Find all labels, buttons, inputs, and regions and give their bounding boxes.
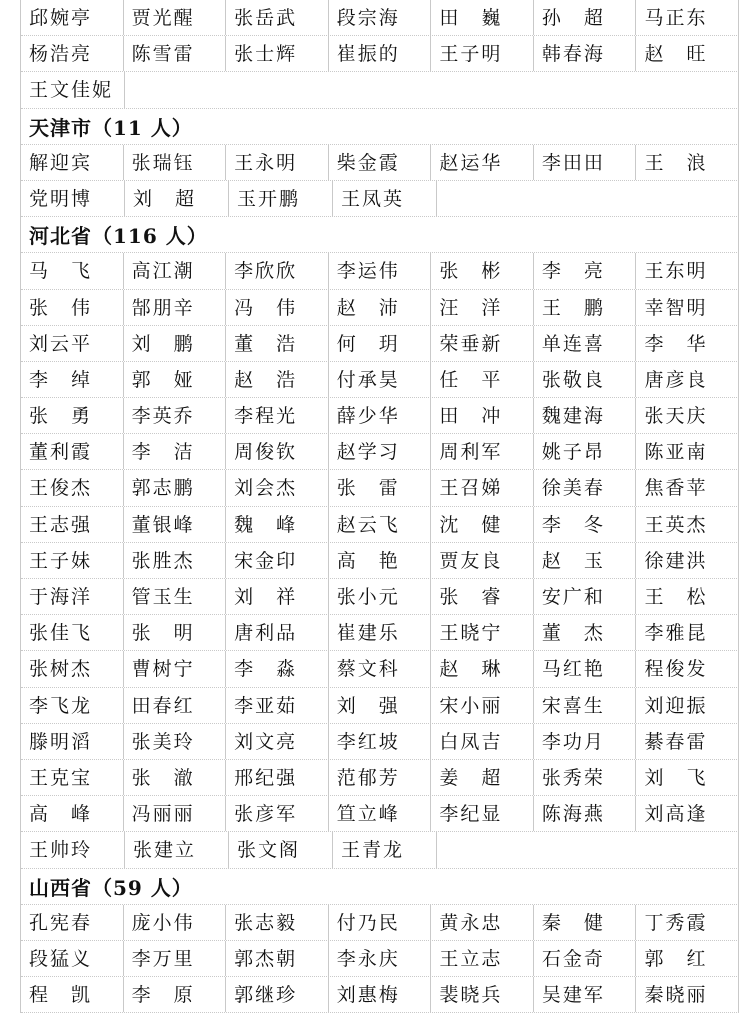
name-cell: 宋小丽: [431, 688, 534, 723]
name-cell: 李亚茹: [226, 688, 329, 723]
name-cell: 张 勇: [21, 398, 124, 433]
name-cell: 汪 洋: [431, 290, 534, 325]
name-cell: 綦春雷: [636, 724, 739, 759]
name-cell: 张 睿: [431, 579, 534, 614]
name-cell: 党明博: [21, 181, 125, 216]
name-cell: 贾光醒: [124, 0, 227, 35]
name-cell: 马 飞: [21, 253, 124, 288]
name-cell: 赵学习: [329, 434, 432, 469]
name-cell: 张树杰: [21, 651, 124, 686]
name-cell: 孔宪春: [21, 905, 124, 940]
name-cell: 杨浩亮: [21, 36, 124, 71]
name-row: [21, 434, 739, 470]
name-row: [21, 72, 739, 108]
name-row: [21, 615, 739, 651]
name-cell: 薛少华: [329, 398, 432, 433]
name-cell: 赵云飞: [329, 507, 432, 542]
name-cell: 裴晓兵: [431, 977, 534, 1012]
name-cell: 邱婉亭: [21, 0, 124, 35]
name-cell: 唐利品: [226, 615, 329, 650]
name-cell: 郭 红: [636, 941, 739, 976]
name-cell: 王 鹏: [534, 290, 637, 325]
name-cell: 冯 伟: [226, 290, 329, 325]
name-cell: 段猛义: [21, 941, 124, 976]
name-cell: 张 澈: [124, 760, 227, 795]
name-cell: 王晓宁: [431, 615, 534, 650]
name-cell: 幸智明: [636, 290, 739, 325]
name-cell: 刘文亮: [226, 724, 329, 759]
name-cell: 范郁芳: [329, 760, 432, 795]
name-row: [21, 326, 739, 362]
name-cell: 王凤英: [333, 181, 437, 216]
name-cell: 赵 旺: [636, 36, 739, 71]
name-cell: 黄永忠: [431, 905, 534, 940]
name-row: [21, 832, 739, 868]
name-cell: 魏 峰: [226, 507, 329, 542]
name-cell: 吴建军: [534, 977, 637, 1012]
name-cell: 张瑞钰: [124, 145, 227, 180]
name-cell: 任 平: [431, 362, 534, 397]
name-cell: 李程光: [226, 398, 329, 433]
name-cell: 张佳飞: [21, 615, 124, 650]
name-cell: 董 杰: [534, 615, 637, 650]
name-cell: 张 彬: [431, 253, 534, 288]
name-cell: 蔡文科: [329, 651, 432, 686]
name-cell: 程俊发: [636, 651, 739, 686]
name-cell: 刘 飞: [636, 760, 739, 795]
name-cell: 安广和: [534, 579, 637, 614]
name-row: [21, 398, 739, 434]
name-cell: 刘高逢: [636, 796, 739, 831]
name-cell: 徐美春: [534, 470, 637, 505]
name-cell: 宋喜生: [534, 688, 637, 723]
name-cell: 李功月: [534, 724, 637, 759]
name-cell: 张胜杰: [124, 543, 227, 578]
name-cell: 李 冬: [534, 507, 637, 542]
name-cell: 程 凯: [21, 977, 124, 1012]
name-row: [21, 0, 739, 36]
name-cell: 李 亮: [534, 253, 637, 288]
name-cell: 王克宝: [21, 760, 124, 795]
name-cell: 张志毅: [226, 905, 329, 940]
name-cell: 张文阁: [229, 832, 333, 867]
name-cell: 王立志: [431, 941, 534, 976]
name-cell: 石金奇: [534, 941, 637, 976]
name-cell: 王青龙: [333, 832, 437, 867]
name-cell: 李英乔: [124, 398, 227, 433]
section-heading: 河北省（116 人）: [21, 217, 739, 253]
name-cell: 何 玥: [329, 326, 432, 361]
name-cell: 荣垂新: [431, 326, 534, 361]
name-cell: 陈雪雷: [124, 36, 227, 71]
name-row: [21, 977, 739, 1013]
name-cell: 王文佳妮: [21, 72, 125, 107]
name-cell: 赵 琳: [431, 651, 534, 686]
name-row: [21, 905, 739, 941]
name-cell: 笪立峰: [329, 796, 432, 831]
name-cell: 张小元: [329, 579, 432, 614]
name-cell: 高 峰: [21, 796, 124, 831]
section-heading: 山西省（59 人）: [21, 869, 739, 905]
name-cell: 玉开鹏: [229, 181, 333, 216]
name-cell: 李运伟: [329, 253, 432, 288]
name-cell: 董利霞: [21, 434, 124, 469]
name-cell: 唐彦良: [636, 362, 739, 397]
name-cell: 高江潮: [124, 253, 227, 288]
name-cell: 李田田: [534, 145, 637, 180]
name-cell: 韩春海: [534, 36, 637, 71]
name-cell: 白凤吉: [431, 724, 534, 759]
name-cell: 张天庆: [636, 398, 739, 433]
name-cell: 张岳武: [226, 0, 329, 35]
name-cell: 李 原: [124, 977, 227, 1012]
name-cell: 田 巍: [431, 0, 534, 35]
name-cell: 张敬良: [534, 362, 637, 397]
name-cell: 魏建海: [534, 398, 637, 433]
name-cell: 张 明: [124, 615, 227, 650]
name-cell: 李红坡: [329, 724, 432, 759]
name-cell: 于海洋: [21, 579, 124, 614]
name-cell: 解迎宾: [21, 145, 124, 180]
name-cell: 周俊钦: [226, 434, 329, 469]
name-cell: 滕明滔: [21, 724, 124, 759]
name-cell: 王英杰: [636, 507, 739, 542]
name-cell: 郭继珍: [226, 977, 329, 1012]
name-cell: 李 绰: [21, 362, 124, 397]
name-list-document: [20, 0, 739, 1013]
name-row: [21, 941, 739, 977]
name-cell: 郭 娅: [124, 362, 227, 397]
name-cell: 李欣欣: [226, 253, 329, 288]
name-cell: 马正东: [636, 0, 739, 35]
name-cell: 李雅昆: [636, 615, 739, 650]
name-row: [21, 543, 739, 579]
name-row: [21, 507, 739, 543]
name-cell: 曹树宁: [124, 651, 227, 686]
name-cell: 刘惠梅: [329, 977, 432, 1012]
name-cell: 王永明: [226, 145, 329, 180]
name-cell: 董银峰: [124, 507, 227, 542]
name-cell: 王俊杰: [21, 470, 124, 505]
name-cell: 柴金霞: [329, 145, 432, 180]
name-cell: 赵运华: [431, 145, 534, 180]
name-row: [21, 470, 739, 506]
name-cell: 陈海燕: [534, 796, 637, 831]
name-cell: 秦 健: [534, 905, 637, 940]
name-cell: 张建立: [125, 832, 229, 867]
name-cell: 孙 超: [534, 0, 637, 35]
name-cell: 田春红: [124, 688, 227, 723]
name-cell: 李 洁: [124, 434, 227, 469]
name-cell: 丁秀霞: [636, 905, 739, 940]
name-cell: 宋金印: [226, 543, 329, 578]
name-cell: 高 艳: [329, 543, 432, 578]
name-cell: 李 淼: [226, 651, 329, 686]
name-cell: 田 冲: [431, 398, 534, 433]
name-cell: 张士辉: [226, 36, 329, 71]
name-cell: 付乃民: [329, 905, 432, 940]
name-cell: 段宗海: [329, 0, 432, 35]
empty-cell: [125, 72, 739, 107]
name-cell: 焦香苹: [636, 470, 739, 505]
name-cell: 刘会杰: [226, 470, 329, 505]
section-heading: 天津市（11 人）: [21, 109, 739, 145]
name-cell: 刘 强: [329, 688, 432, 723]
name-cell: 王 松: [636, 579, 739, 614]
name-row: [21, 362, 739, 398]
name-row: [21, 724, 739, 760]
name-cell: 姜 超: [431, 760, 534, 795]
name-cell: 邢纪强: [226, 760, 329, 795]
name-row: [21, 145, 739, 181]
name-cell: 刘 超: [125, 181, 229, 216]
name-cell: 刘云平: [21, 326, 124, 361]
name-cell: 李飞龙: [21, 688, 124, 723]
name-row: [21, 688, 739, 724]
name-cell: 张 伟: [21, 290, 124, 325]
name-cell: 崔建乐: [329, 615, 432, 650]
name-cell: 张秀荣: [534, 760, 637, 795]
name-row: [21, 290, 739, 326]
name-cell: 秦晓丽: [636, 977, 739, 1012]
name-cell: 李永庆: [329, 941, 432, 976]
name-cell: 赵 玉: [534, 543, 637, 578]
name-cell: 刘迎振: [636, 688, 739, 723]
name-cell: 冯丽丽: [124, 796, 227, 831]
name-cell: 王子明: [431, 36, 534, 71]
name-cell: 王东明: [636, 253, 739, 288]
name-cell: 崔振的: [329, 36, 432, 71]
name-cell: 李万里: [124, 941, 227, 976]
name-cell: 陈亚南: [636, 434, 739, 469]
name-cell: 王子妹: [21, 543, 124, 578]
name-cell: 王帅玲: [21, 832, 125, 867]
name-cell: 王召娣: [431, 470, 534, 505]
name-cell: 付承昊: [329, 362, 432, 397]
name-cell: 张美玲: [124, 724, 227, 759]
name-row: [21, 36, 739, 72]
name-cell: 王 浪: [636, 145, 739, 180]
name-row: [21, 760, 739, 796]
name-row: [21, 181, 739, 217]
name-cell: 贾友良: [431, 543, 534, 578]
name-cell: 赵 浩: [226, 362, 329, 397]
name-cell: 庞小伟: [124, 905, 227, 940]
empty-cell: [437, 181, 739, 216]
name-cell: 张彦军: [226, 796, 329, 831]
name-cell: 张 雷: [329, 470, 432, 505]
name-cell: 董 浩: [226, 326, 329, 361]
name-row: [21, 796, 739, 832]
name-cell: 徐建洪: [636, 543, 739, 578]
name-row: [21, 253, 739, 289]
name-row: [21, 579, 739, 615]
name-cell: 赵 沛: [329, 290, 432, 325]
name-cell: 李纪显: [431, 796, 534, 831]
name-cell: 李 华: [636, 326, 739, 361]
name-cell: 刘 鹏: [124, 326, 227, 361]
name-cell: 管玉生: [124, 579, 227, 614]
name-cell: 马红艳: [534, 651, 637, 686]
name-cell: 王志强: [21, 507, 124, 542]
name-cell: 郭志鹏: [124, 470, 227, 505]
name-cell: 周利军: [431, 434, 534, 469]
name-cell: 郭杰朝: [226, 941, 329, 976]
name-cell: 郜朋辛: [124, 290, 227, 325]
empty-cell: [437, 832, 739, 867]
name-row: [21, 651, 739, 687]
name-cell: 沈 健: [431, 507, 534, 542]
name-cell: 姚子昂: [534, 434, 637, 469]
name-cell: 刘 祥: [226, 579, 329, 614]
name-cell: 单连喜: [534, 326, 637, 361]
